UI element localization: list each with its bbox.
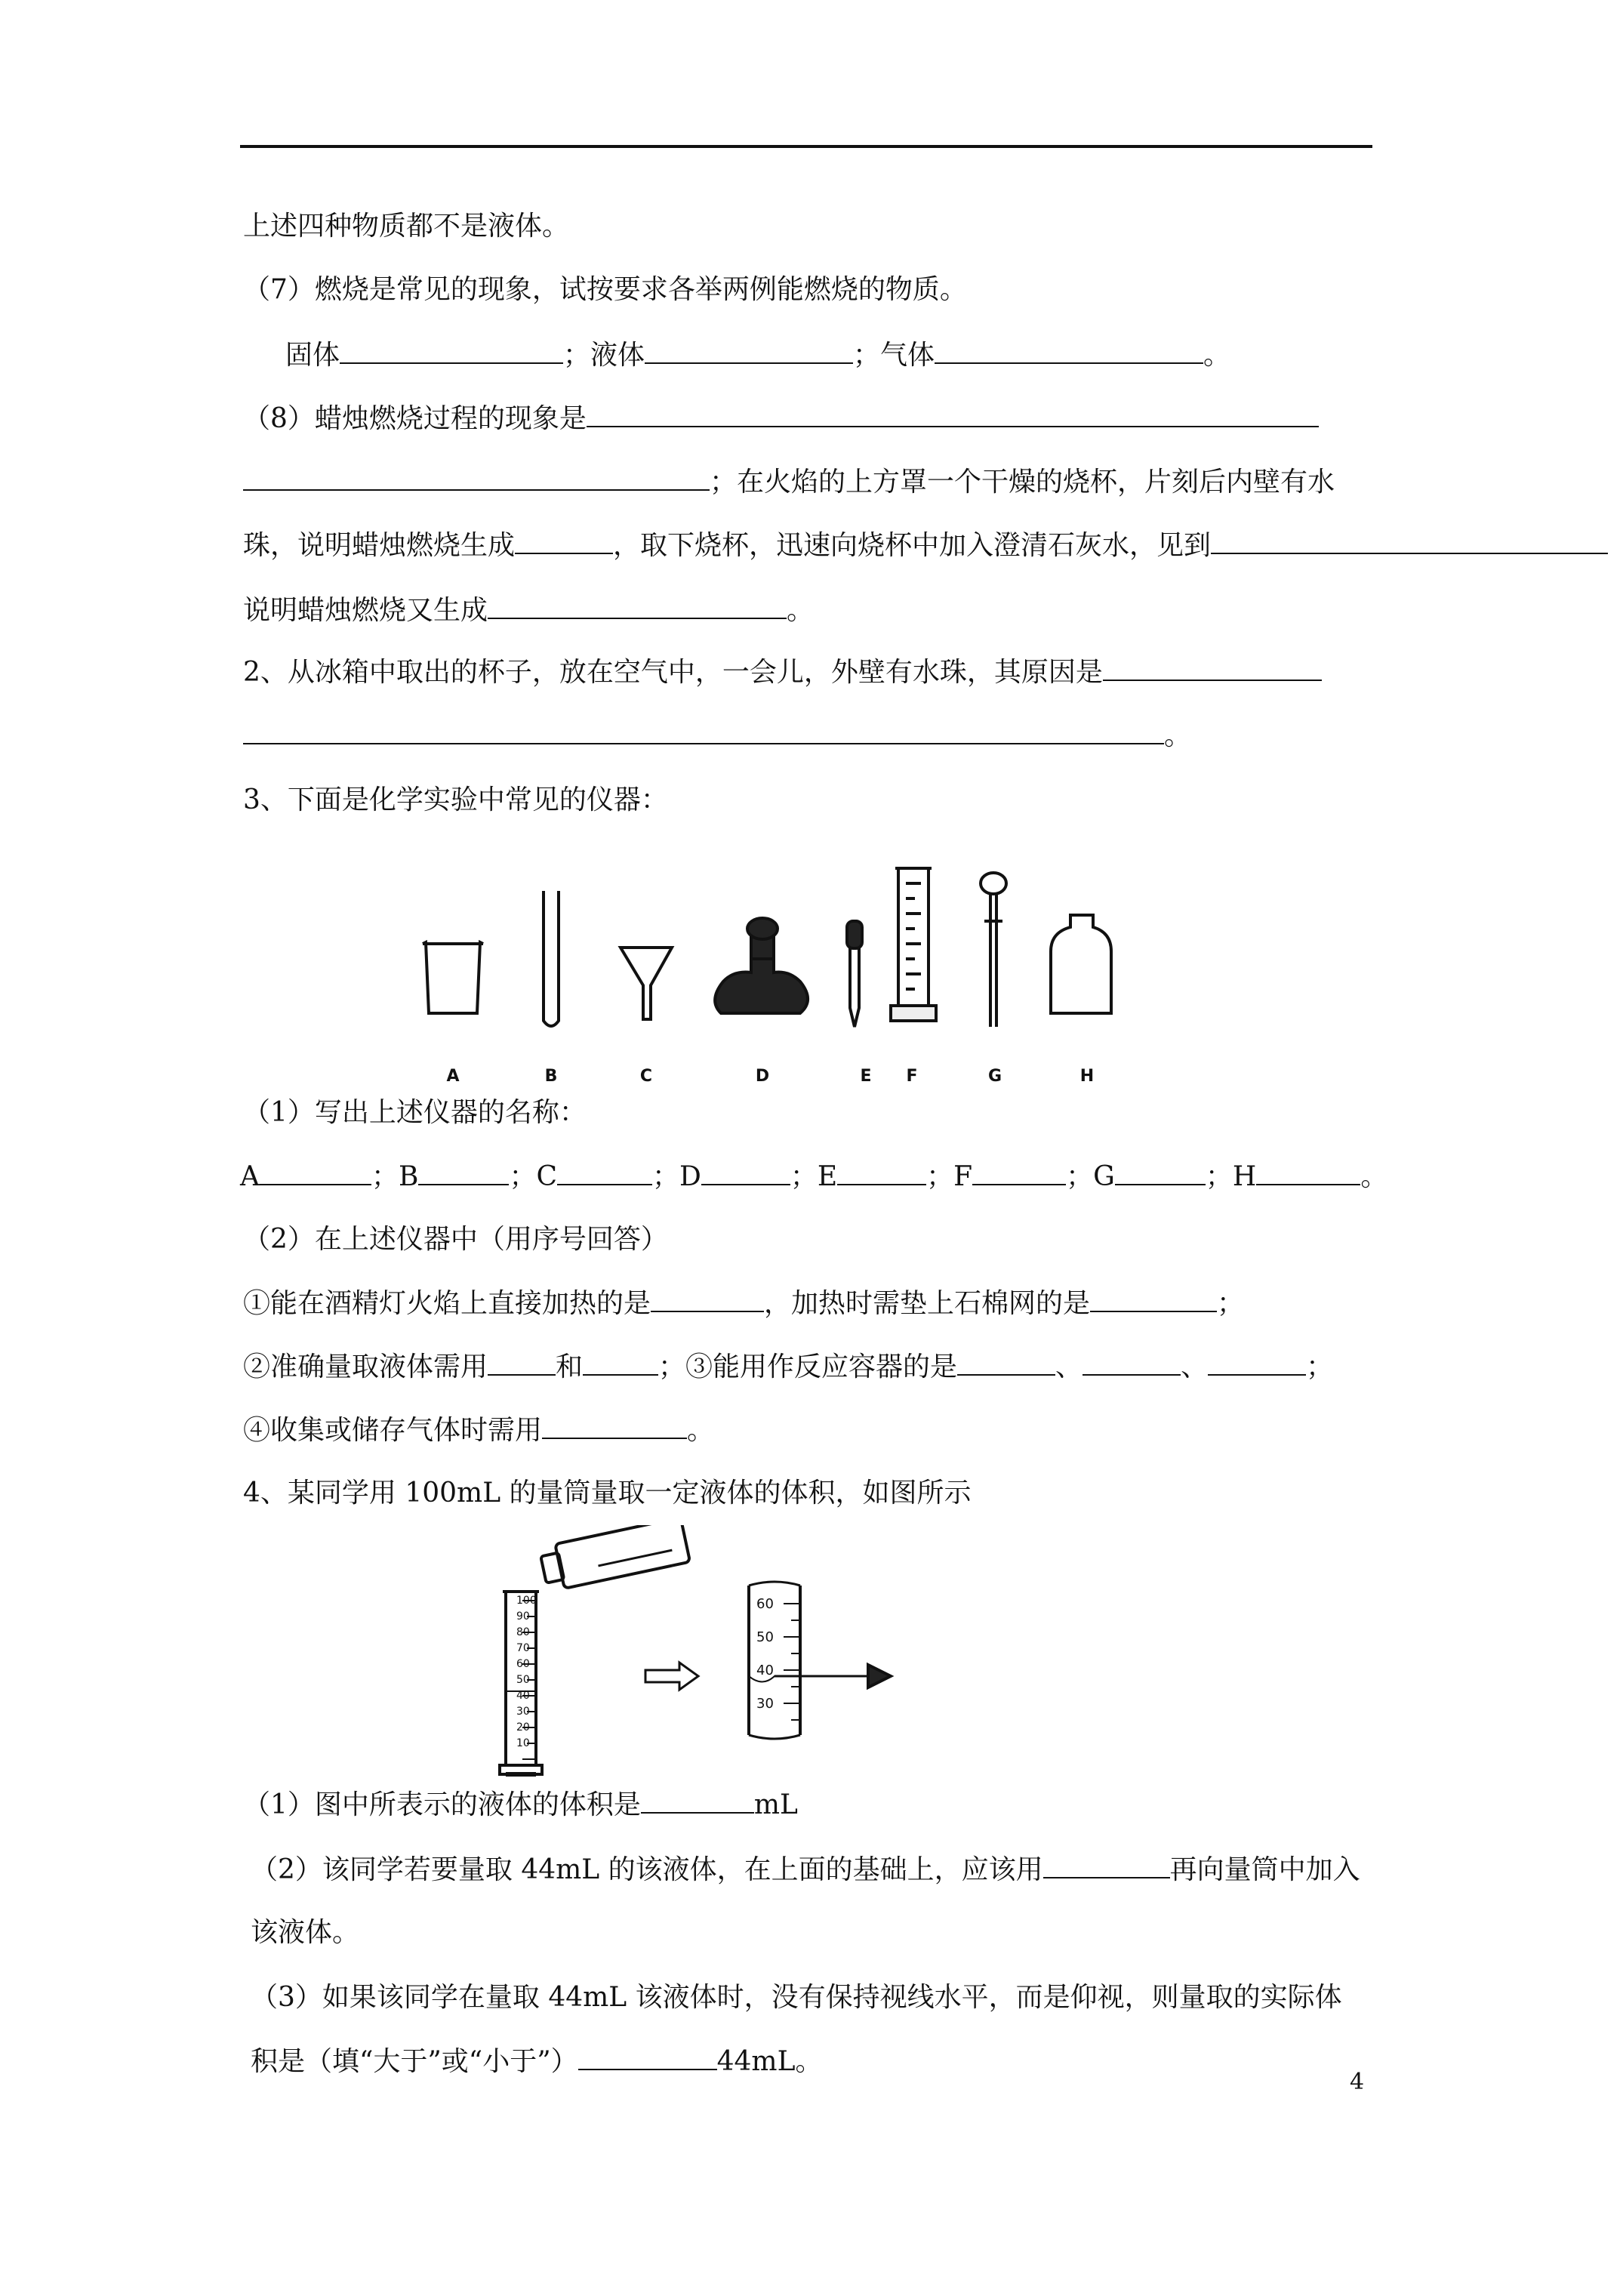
answer-blank[interactable] <box>260 1158 371 1185</box>
answer-blank[interactable] <box>488 592 787 619</box>
answer-blank[interactable] <box>1103 654 1322 681</box>
answer-blank[interactable] <box>837 1158 926 1185</box>
answer-blank[interactable] <box>957 1348 1055 1376</box>
apparatus-label: A <box>446 1067 460 1086</box>
tick-label: 60 <box>516 1658 530 1670</box>
tick-label: 100 <box>516 1595 537 1607</box>
answer-blank[interactable] <box>243 717 1164 744</box>
answer-blank[interactable] <box>587 400 1319 427</box>
answer-blank[interactable] <box>557 1158 652 1185</box>
question-3: 3、下面是化学实验中常见的仪器： <box>243 784 668 815</box>
answer-blank[interactable] <box>583 1348 658 1376</box>
answer-blank[interactable] <box>701 1158 790 1185</box>
answer-blank[interactable] <box>243 464 710 491</box>
answer-blank[interactable] <box>542 1412 687 1439</box>
question-4-3-cont: 积是（填“大于”或“小于”） 44mL。 <box>251 2043 822 2080</box>
text-line: 上述四种物质都不是液体。 <box>243 211 570 242</box>
thermometer-drawing <box>981 873 1006 1027</box>
answer-blank[interactable] <box>1211 527 1608 554</box>
gas-jar-drawing <box>1051 915 1111 1013</box>
apparatus-label: E <box>860 1067 872 1086</box>
tick-label: 60 <box>756 1596 774 1612</box>
tick-label: 30 <box>756 1696 774 1712</box>
measuring-cylinder-figure <box>483 1525 906 1789</box>
right-arrow-icon <box>645 1663 698 1690</box>
test-tube-drawing <box>544 891 559 1026</box>
answer-blank[interactable] <box>972 1158 1066 1185</box>
alcohol-lamp-drawing <box>715 918 808 1013</box>
apparatus-label: C <box>639 1067 653 1086</box>
answer-blank[interactable] <box>1208 1348 1306 1376</box>
question-3-1: （1）写出上述仪器的名称： <box>243 1097 587 1128</box>
answer-blank[interactable] <box>651 1285 764 1312</box>
page-number: 4 <box>1350 2069 1365 2095</box>
answer-blank[interactable] <box>1083 1348 1181 1376</box>
question-2-cont: 。 <box>243 717 1191 754</box>
tick-label: 50 <box>516 1674 530 1686</box>
question-4: 4、某同学用 100mL 的量筒量取一定液体的体积，如图所示 <box>243 1478 972 1509</box>
funnel-drawing <box>621 948 672 1019</box>
answer-blank[interactable] <box>641 1786 754 1814</box>
question-8: （8）蜡烛燃烧过程的现象是 <box>243 400 1319 437</box>
question-7: （7）燃烧是常见的现象，试按要求各举两例能燃烧的物质。 <box>243 274 967 305</box>
question-4-2: （2）该同学若要量取 44mL 的该液体，在上面的基础上，应该用 再向量筒中加入 <box>251 1851 1360 1888</box>
answer-blank[interactable] <box>645 337 853 364</box>
tick-label: 80 <box>516 1626 530 1638</box>
answer-blank[interactable] <box>488 1348 556 1376</box>
question-8-cont: 珠，说明蜡烛燃烧生成 ，取下烧杯，迅速向烧杯中加入澄清石灰水，见到 <box>243 527 1608 564</box>
answer-blank[interactable] <box>418 1158 509 1185</box>
graduated-cylinder-drawing <box>891 868 936 1021</box>
tick-label: 40 <box>516 1690 530 1702</box>
apparatus-label: B <box>544 1067 558 1086</box>
apparatus-figure <box>408 846 1147 1087</box>
question-2: 2、从冰箱中取出的杯子，放在空气中，一会儿，外壁有水珠，其原因是 <box>243 654 1322 691</box>
apparatus-label: D <box>755 1067 770 1086</box>
question-7-answers: 固体 ；液体 ；气体 。 <box>285 337 1230 374</box>
answer-blank[interactable] <box>340 337 563 364</box>
question-8-cont: 说明蜡烛燃烧又生成 。 <box>243 592 814 629</box>
tick-label: 20 <box>516 1721 530 1734</box>
question-4-1: （1）图中所表示的液体的体积是 mL <box>243 1786 798 1823</box>
apparatus-label: G <box>987 1067 1002 1086</box>
answer-blank[interactable] <box>578 2043 717 2070</box>
apparatus-label: F <box>906 1067 918 1086</box>
question-3-2-b: ②准确量取液体需用 和 ；③能用作反应容器的是 、 、 ； <box>243 1348 1333 1385</box>
apparatus-label: H <box>1079 1067 1095 1086</box>
tick-label: 70 <box>516 1642 530 1654</box>
answer-blank[interactable] <box>1256 1158 1360 1185</box>
answer-blank[interactable] <box>1090 1285 1217 1312</box>
tick-label: 90 <box>516 1610 530 1623</box>
header-rule <box>240 145 1372 148</box>
answer-blank[interactable] <box>935 337 1203 364</box>
eye-icon <box>868 1665 891 1687</box>
tick-label: 40 <box>756 1663 774 1678</box>
question-3-2-c: ④收集或储存气体时需用 。 <box>243 1412 714 1449</box>
question-8-cont: ；在火焰的上方罩一个干燥的烧杯，片刻后内壁有水 <box>243 464 1335 501</box>
tick-label: 50 <box>756 1629 774 1645</box>
question-4-3: （3）如果该同学在量取 44mL 该液体时，没有保持视线水平，而是仰视，则量取的实际体 <box>251 1982 1342 2013</box>
dropper-drawing <box>847 921 862 1027</box>
answer-blank[interactable] <box>1115 1158 1206 1185</box>
question-3-2: （2）在上述仪器中（用序号回答） <box>243 1224 668 1255</box>
tick-label: 30 <box>516 1706 530 1718</box>
question-3-2-a: ①能在酒精灯火焰上直接加热的是 ，加热时需垫上石棉网的是 ； <box>243 1285 1244 1322</box>
reagent-bottle-drawing <box>539 1525 690 1592</box>
question-4-2-cont: 该液体。 <box>251 1917 360 1948</box>
answer-blank[interactable] <box>1043 1851 1170 1878</box>
beaker-drawing <box>423 942 483 1013</box>
question-3-1-answers: A ；B ；C ；D ；E ；F ；G ；H 。 <box>240 1158 1387 1195</box>
answer-blank[interactable] <box>515 527 613 554</box>
tick-label: 10 <box>516 1737 530 1749</box>
